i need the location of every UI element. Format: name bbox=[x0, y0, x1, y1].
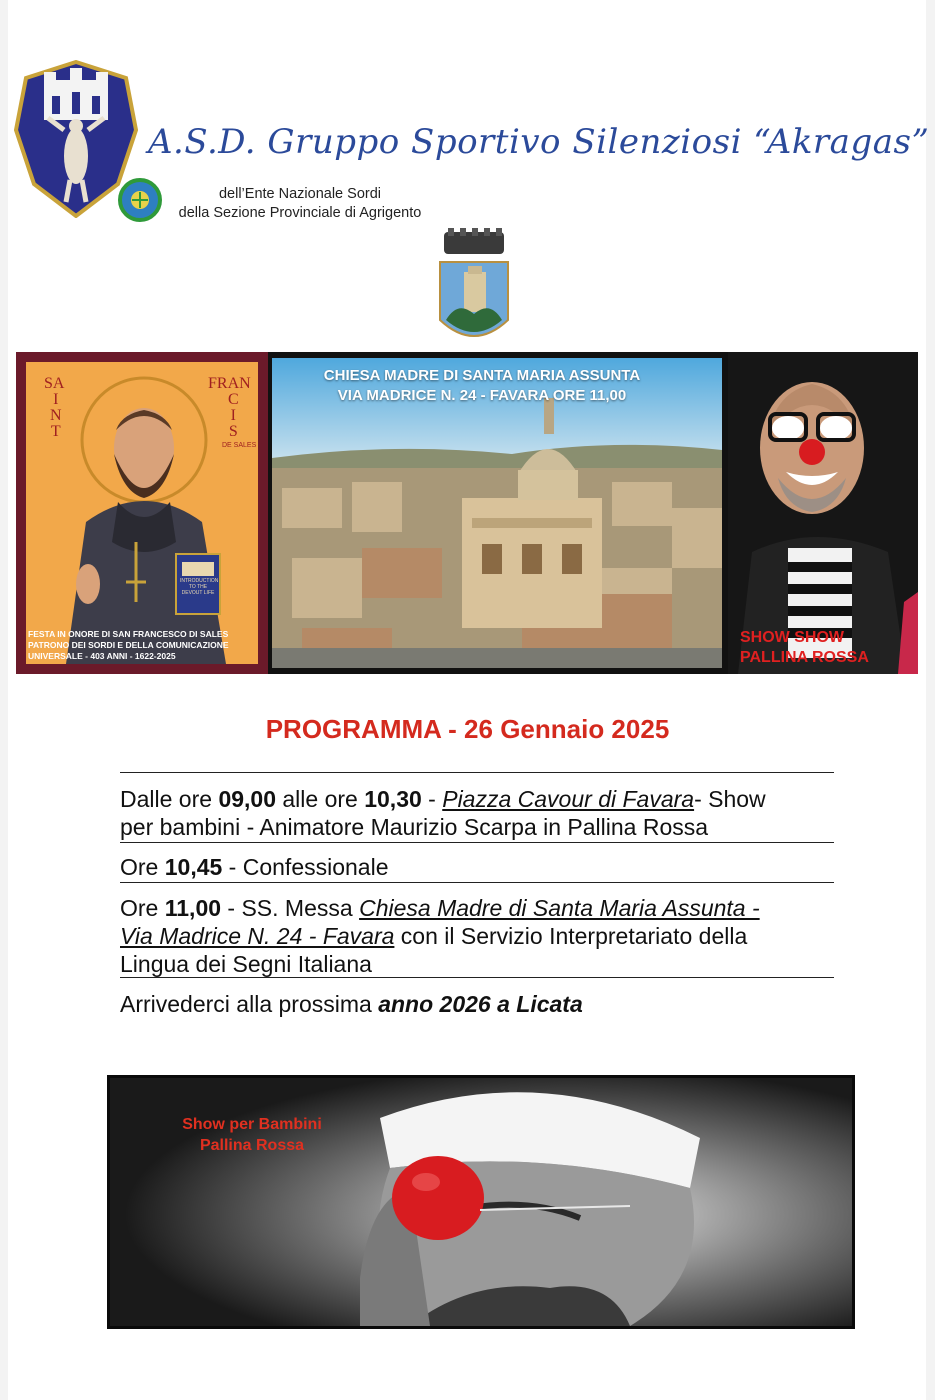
saint-panel bbox=[16, 352, 268, 674]
place-link-piazza: Piazza Cavour di Favara bbox=[442, 786, 695, 812]
saint-word-cis: C I S bbox=[228, 391, 239, 440]
saint-caption: FESTA IN ONORE DI SAN FRANCESCO DI SALES PATRONO DEI SORDI E DELLA COMUNICAZIONE UNIVERSALE - 403 ANNI - 1622-2025 bbox=[28, 629, 229, 661]
divider bbox=[120, 882, 834, 883]
saint-painting bbox=[26, 362, 258, 664]
clown-caption: SHOW SHOW PALLINA ROSSA bbox=[740, 629, 869, 666]
church-panel bbox=[272, 358, 722, 668]
saint-word-fran: FRAN bbox=[208, 375, 251, 392]
ens-emblem-icon bbox=[118, 178, 162, 222]
bottom-clown-photo bbox=[107, 1075, 855, 1329]
clown-photo bbox=[728, 352, 918, 674]
saint-word-int: I N T bbox=[50, 391, 62, 440]
book-title: INTRODUCTION TO THE DEVOUT LIFE bbox=[180, 578, 219, 596]
org-subtitle-1: dell’Ente Nazionale Sordi bbox=[218, 186, 381, 202]
bottom-caption: Show per Bambini Pallina Rossa bbox=[182, 1116, 322, 1154]
divider bbox=[120, 772, 834, 773]
saint-de-sales: DE SALES bbox=[222, 442, 257, 449]
clown-panel bbox=[728, 352, 918, 674]
saint-word-sa: SA bbox=[44, 375, 65, 392]
town-crest-logo bbox=[438, 228, 510, 346]
program-item-3: Ore 11,00 - SS. Messa Chiesa Madre di Santa Maria Assunta - Via Madrice N. 24 - Favara con il Servizio Interpretariato della Lingua dei Segni Italiana bbox=[120, 895, 760, 977]
place-link-via: Via Madrice N. 24 - Favara bbox=[120, 923, 395, 949]
place-link-chiesa: Chiesa Madre di Santa Maria Assunta - bbox=[359, 895, 760, 921]
divider bbox=[120, 977, 834, 978]
program-title: PROGRAMMA - 26 Gennaio 2025 bbox=[265, 714, 670, 744]
org-subtitle-2: della Sezione Provinciale di Agrigento bbox=[178, 205, 422, 221]
program-item-1: Dalle ore 09,00 alle ore 10,30 - Piazza Cavour di Favara- Show per bambini - Animatore Maurizio Scarpa in Pallina Rossa bbox=[120, 786, 766, 840]
church-caption: CHIESA MADRE DI SANTA MARIA ASSUNTA VIA MADRICE N. 24 - FAVARA ORE 11,00 bbox=[323, 367, 641, 404]
program-item-2: Ore 10,45 - Confessionale bbox=[120, 854, 389, 880]
divider bbox=[120, 842, 834, 843]
program-item-4: Arrivederci alla prossima anno 2026 a Licata bbox=[120, 991, 583, 1017]
event-banner bbox=[16, 352, 918, 674]
org-title: A.S.D. Gruppo Sportivo Silenziosi “Akragas” bbox=[148, 122, 930, 162]
